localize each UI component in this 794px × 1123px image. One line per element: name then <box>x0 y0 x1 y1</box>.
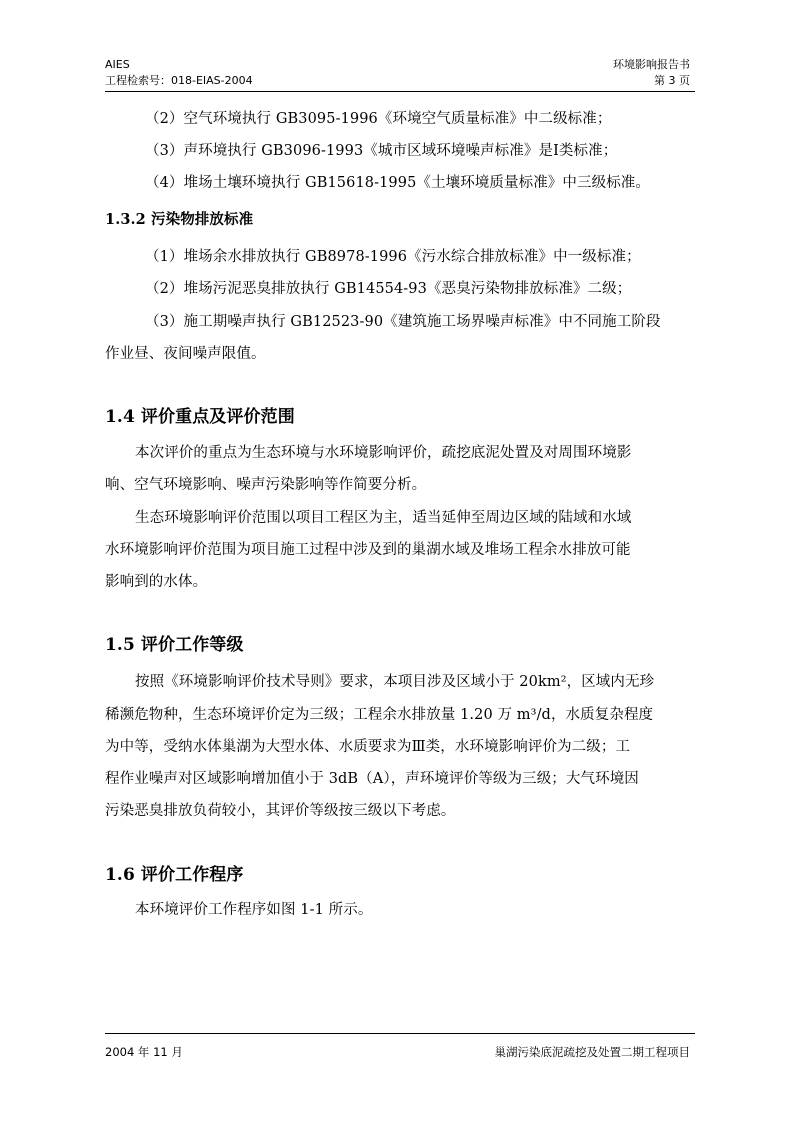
section-1-4-p2-line-2: 水环境影响评价范围为项目施工过程中涉及到的巢湖水域及堆场工程余水排放可能 <box>105 542 631 558</box>
header-org: AIES <box>105 58 130 71</box>
emission-item-3-line-1: （3）施工期噪声执行 GB12523-90《建筑施工场界噪声标准》中不同施工阶段 <box>145 314 661 330</box>
section-1-6-heading: 1.6 评价工作程序 <box>105 865 244 885</box>
section-1-5-line-3: 为中等，受纳水体巢湖为大型水体、水质要求为Ⅲ类，水环境影响评价为二级；工 <box>105 739 631 755</box>
section-1-4-p2-line-3: 影响到的水体。 <box>105 574 208 590</box>
section-1-5-line-1: 按照《环境影响评价技术导则》要求，本项目涉及区域小于 20km²，区域内无珍 <box>135 674 655 690</box>
section-1-4-heading: 1.4 评价重点及评价范围 <box>105 407 295 427</box>
footer-date: 2004 年 11 月 <box>105 1045 183 1059</box>
header-rule <box>105 91 695 92</box>
emission-item-3-line-2: 作业昼、夜间噪声限值。 <box>105 346 266 362</box>
section-1-5-heading: 1.5 评价工作等级 <box>105 635 244 655</box>
section-1-5-line-2: 稀濒危物种，生态环境评价定为三级；工程余水排放量 1.20 万 m³/d，水质复杂程度 <box>105 707 654 723</box>
standard-item-soil: （4）堆场土壤环境执行 GB15618-1995《土壤环境质量标准》中三级标准。 <box>145 175 650 191</box>
section-1-4-p1-line-2: 响、空气环境影响、噪声污染影响等作简要分析。 <box>105 477 427 493</box>
section-1-5-line-5: 污染恶臭排放负荷较小，其评价等级按三级以下考虑。 <box>105 803 456 819</box>
footer-project: 巢湖污染底泥疏挖及处置二期工程项目 <box>494 1045 690 1059</box>
header-doc-title: 环境影响报告书 <box>613 58 690 71</box>
section-1-6-line-1: 本环境评价工作程序如图 1-1 所示。 <box>135 902 373 918</box>
emission-item-1: （1）堆场余水排放执行 GB8978-1996《污水综合排放标准》中一级标准； <box>145 249 641 265</box>
section-1-4-p1-line-1: 本次评价的重点为生态环境与水环境影响评价，疏挖底泥处置及对周围环境影 <box>135 445 632 461</box>
footer-rule <box>105 1033 695 1034</box>
header-page-number: 第 3 页 <box>654 74 690 87</box>
standard-item-air: （2）空气环境执行 GB3095-1996《环境空气质量标准》中二级标准； <box>145 111 612 127</box>
section-1-3-2-heading: 1.3.2 污染物排放标准 <box>105 211 254 228</box>
emission-item-2: （2）堆场污泥恶臭排放执行 GB14554-93《恶臭污染物排放标准》二级； <box>145 281 632 297</box>
section-1-4-p2-line-1: 生态环境影响评价范围以项目工程区为主，适当延伸至周边区域的陆域和水域 <box>135 510 632 526</box>
section-1-5-line-4: 程作业噪声对区域影响增加值小于 3dB（A），声环境评价等级为三级；大气环境因 <box>105 771 639 787</box>
header-search-number: 工程检索号：018-EIAS-2004 <box>105 74 253 87</box>
standard-item-noise: （3）声环境执行 GB3096-1993《城市区域环境噪声标准》是Ⅰ类标准； <box>145 143 618 159</box>
